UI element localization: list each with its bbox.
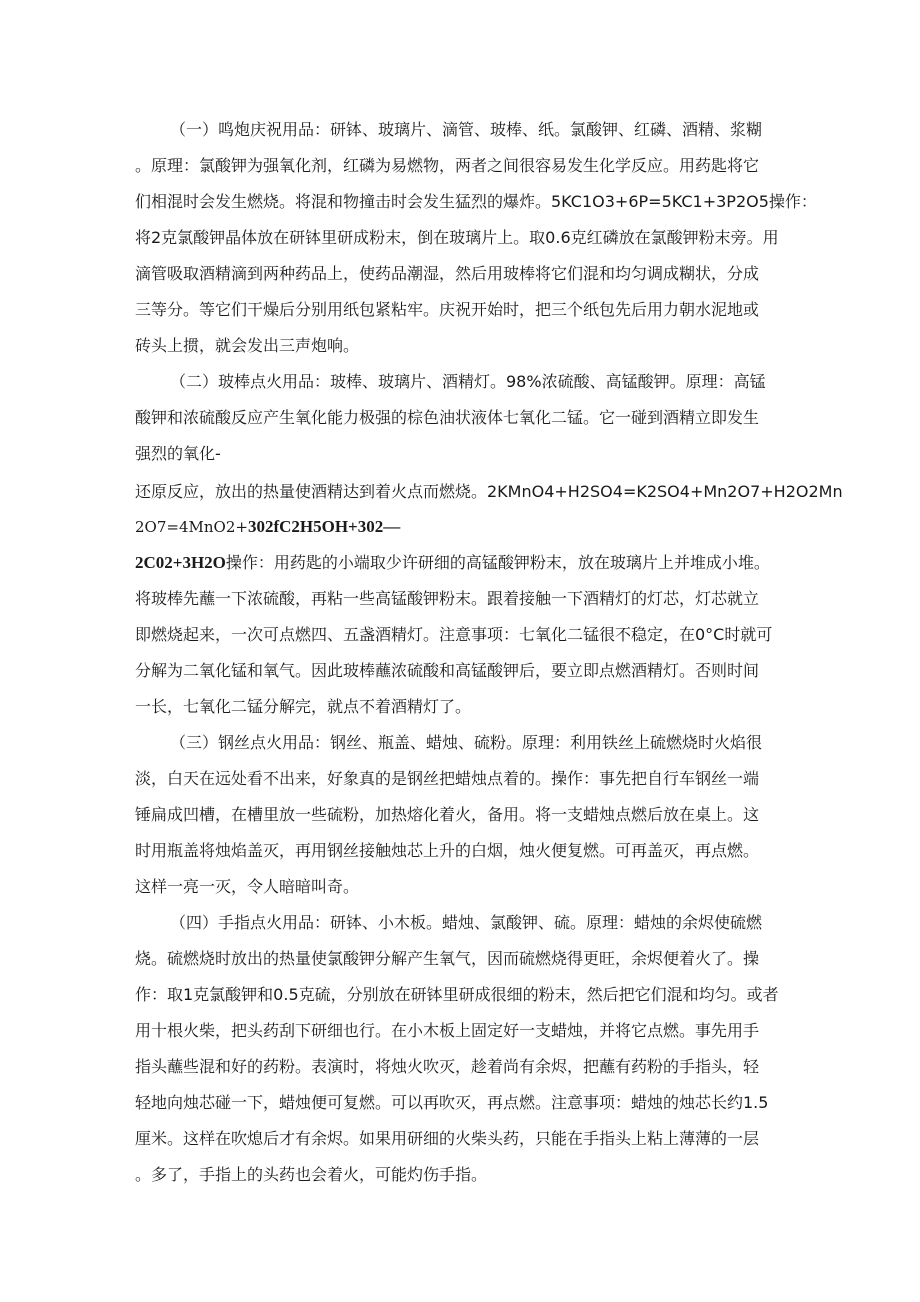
paragraph-2-line-2: 酸钾和浓硫酸反应产生氧化能力极强的棕色油状液体七氧化二锰。它一碰到酒精立即发生: [135, 408, 760, 427]
paragraph-3-line-4: 时用瓶盖将烛焰盖灭，再用钢丝接触烛芯上升的白烟，烛火便复燃。可再盖灭，再点燃。: [135, 841, 760, 860]
paragraph-2-line-9: 分解为二氧化锰和氧气。因此玻棒蘸浓硫酸和高锰酸钾后，要立即点燃酒精灯。否则时间: [135, 661, 760, 680]
paragraph-2-line-4: 还原反应，放出的热量使酒精达到着火点而燃烧。2KMnO4+H2SO4=K2SO4+Mn2O7+H2O2Mn: [135, 482, 843, 501]
paragraph-4-line-7: 厘米。这样在吹熄后才有余烬。如果用研细的火柴头药，只能在手指头上粘上薄薄的一层: [135, 1129, 760, 1148]
paragraph-2-formula-line: [135, 517, 400, 537]
paragraph-4-line-1: （四）手指点火用品：研钵、小木板。蜡烛、氯酸钾、硫。原理：蜡烛的余烬使硫燃: [170, 913, 763, 932]
paragraph-3-line-1: （三）钢丝点火用品：钢丝、瓶盖、蜡烛、硫粉。原理：利用铁丝上硫燃烧时火焰很: [170, 733, 763, 752]
formula-part-2: 302fC2H5OH+302—: [247, 517, 401, 536]
paragraph-3-line-5: 这样一亮一灭，令人暗暗叫奇。: [135, 877, 360, 896]
paragraph-2-line-10: 一长，七氧化二锰分解完，就点不着酒精灯了。: [135, 697, 472, 716]
paragraph-2-line-6: [135, 553, 770, 573]
paragraph-4-line-6: 轻地向烛芯碰一下，蜡烛便可复燃。可以再吹灭，再点燃。注意事项：蜡烛的烛芯长约1.5: [135, 1093, 769, 1112]
paragraph-1-line-1: （一）鸣炮庆祝用品：研钵、玻璃片、滴管、玻棒、纸。氯酸钾、红磷、酒精、浆糊: [170, 120, 763, 139]
paragraph-1-line-6: 三等分。等它们干燥后分别用纸包紧粘牢。庆祝开始时，把三个纸包先后用力朝水泥地或: [135, 300, 760, 319]
paragraph-3-line-3: 锤扁成凹槽，在槽里放一些硫粉，加热熔化着火，备用。将一支蜡烛点燃后放在桌上。这: [135, 805, 760, 824]
paragraph-1-line-3: 们相混时会发生燃烧。将混和物撞击时会发生猛烈的爆炸。5KC1O3+6P=5KC1+3P2O5操作：: [135, 192, 817, 211]
paragraph-2-line-6-text: 操作：用药匙的小端取少许研细的高锰酸钾粉末，放在玻璃片上并堆成小堆。: [225, 553, 770, 572]
paragraph-2-line-8: 即燃烧起来，一次可点燃四、五盏酒精灯。注意事项：七氧化二锰很不稳定，在0°C时就可: [135, 625, 773, 644]
paragraph-4-line-5: 指头蘸些混和好的药粉。表演时，将烛火吹灭，趁着尚有余烬，把蘸有药粉的手指头，轻: [135, 1057, 760, 1076]
paragraph-1-line-4: 将2克氯酸钾晶体放在研钵里研成粉末，倒在玻璃片上。取0.6克红磷放在氯酸钾粉末旁。用: [135, 228, 779, 247]
formula-part-1: 2O7=4MnO2+: [135, 518, 248, 536]
paragraph-2-line-7: 将玻棒先蘸一下浓硫酸，再粘一些高锰酸钾粉末。跟着接触一下酒精灯的灯芯，灯芯就立: [135, 589, 760, 608]
formula-part-3: 2C02+3H2O: [135, 553, 226, 572]
paragraph-4-line-3: 作：取1克氯酸钾和0.5克硫，分别放在研钵里研成很细的粉末，然后把它们混和均匀。或者: [135, 985, 779, 1004]
paragraph-1-line-5: 滴管吸取酒精滴到两种药品上，使药品潮湿，然后用玻棒将它们混和均匀调成糊状，分成: [135, 264, 760, 283]
paragraph-2-line-1: （二）玻棒点火用品：玻棒、玻璃片、酒精灯。98%浓硫酸、高锰酸钾。原理：高锰: [170, 372, 766, 391]
paragraph-3-line-2: 淡，白天在远处看不出来，好象真的是钢丝把蜡烛点着的。操作：事先把自行车钢丝一端: [135, 769, 760, 788]
paragraph-4-line-4: 用十根火柴，把头药刮下研细也行。在小木板上固定好一支蜡烛，并将它点燃。事先用手: [135, 1021, 760, 1040]
paragraph-4-line-8: 。多了，手指上的头药也会着火，可能灼伤手指。: [135, 1165, 488, 1184]
paragraph-1-line-2: 。原理：氯酸钾为强氧化剂，红磷为易燃物，两者之间很容易发生化学反应。用药匙将它: [135, 156, 760, 175]
paragraph-2-line-3: 强烈的氧化-: [135, 444, 221, 463]
paragraph-4-line-2: 烧。硫燃烧时放出的热量使氯酸钾分解产生氧气，因而硫燃烧得更旺，余烬便着火了。操: [135, 949, 760, 968]
paragraph-1-line-7: 砖头上掼，就会发出三声炮响。: [135, 336, 360, 355]
